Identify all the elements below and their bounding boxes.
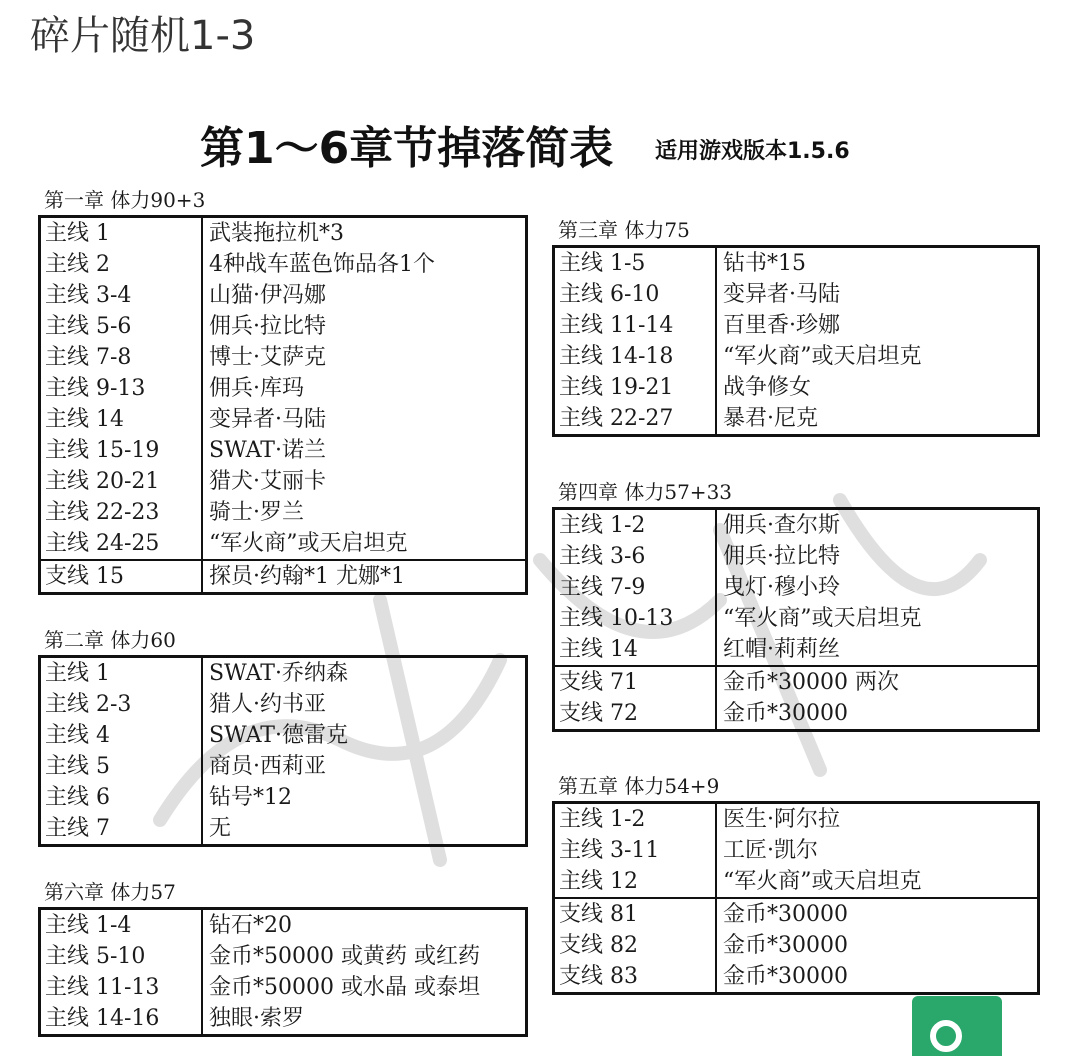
table-row (555, 665, 1037, 698)
table-row (41, 1003, 525, 1034)
chapter-heading: 第三章 体力75 (558, 218, 690, 242)
table-row (41, 311, 525, 342)
reward-cell: 暴君·尼克 (723, 406, 818, 431)
table-row (555, 804, 1037, 835)
table-row (41, 910, 525, 941)
reward-cell: 金币*50000 或黄药 或红药 (209, 944, 480, 969)
stage-cell: 主线 14 (555, 634, 717, 665)
table-row (41, 280, 525, 311)
chapter-2 (38, 626, 528, 847)
table-row (41, 658, 525, 689)
reward-cell: 山猫·伊冯娜 (209, 283, 326, 308)
chapter-table (38, 655, 528, 847)
table-row (41, 528, 525, 559)
reward-cell: 钻号*12 (209, 785, 292, 810)
table-row (41, 342, 525, 373)
table-row (41, 782, 525, 813)
reward-cell: 无 (209, 816, 232, 841)
reward-cell: “军火商”或天启坦克 (723, 606, 922, 631)
table-row (555, 403, 1037, 434)
stage-cell: 主线 3-6 (555, 541, 717, 572)
reward-cell: 佣兵·拉比特 (723, 544, 840, 569)
reward-cell: SWAT·乔纳森 (209, 661, 348, 686)
chapter-heading: 第六章 体力57 (44, 880, 176, 904)
reward-cell: 金币*30000 (723, 933, 848, 958)
stage-cell: 支线 71 (555, 667, 717, 698)
stage-cell: 主线 19-21 (555, 372, 717, 403)
table-row (41, 559, 525, 592)
reward-cell: “军火商”或天启坦克 (723, 344, 922, 369)
table-row (41, 720, 525, 751)
table-row (555, 634, 1037, 665)
reward-cell: 骑士·罗兰 (209, 500, 304, 525)
reward-cell: 猎人·约书亚 (209, 692, 326, 717)
table-row (555, 279, 1037, 310)
table-row (555, 930, 1037, 961)
reward-cell: 医生·阿尔拉 (723, 807, 840, 832)
chapter-heading: 第五章 体力54+9 (558, 774, 720, 798)
table-row (555, 341, 1037, 372)
stage-cell: 主线 5 (41, 751, 203, 782)
stage-cell: 主线 7-8 (41, 342, 203, 373)
reward-cell: 武装拖拉机*3 (209, 221, 344, 246)
chapter-1 (38, 186, 528, 595)
reward-cell: 佣兵·库玛 (209, 376, 304, 401)
reward-cell: 工匠·凯尔 (723, 838, 818, 863)
table-row (41, 497, 525, 528)
reward-cell: 博士·艾萨克 (209, 345, 326, 370)
stage-cell: 主线 7-9 (555, 572, 717, 603)
stage-cell: 主线 22-23 (41, 497, 203, 528)
reward-cell: 金币*30000 两次 (723, 670, 899, 695)
stage-cell: 主线 14-18 (555, 341, 717, 372)
reward-cell: 战争修女 (723, 375, 812, 400)
reward-cell: 猎犬·艾丽卡 (209, 469, 326, 494)
table-row (555, 961, 1037, 992)
stage-cell: 主线 6-10 (555, 279, 717, 310)
table-row (41, 941, 525, 972)
chapter-table (552, 801, 1040, 995)
stage-cell: 主线 20-21 (41, 466, 203, 497)
stage-cell: 主线 3-11 (555, 835, 717, 866)
reward-cell: 变异者·马陆 (723, 282, 840, 307)
reward-cell: SWAT·德雷克 (209, 723, 348, 748)
stage-cell: 主线 5-6 (41, 311, 203, 342)
reward-cell: 金币*30000 (723, 701, 848, 726)
chapter-5 (552, 772, 1040, 995)
stage-cell: 支线 72 (555, 698, 717, 729)
stage-cell: 主线 11-13 (41, 972, 203, 1003)
stage-cell: 支线 15 (41, 561, 203, 592)
reward-cell: 独眼·索罗 (209, 1006, 304, 1031)
table-row (41, 751, 525, 782)
search-button[interactable] (912, 996, 1002, 1056)
chapter-heading: 第四章 体力57+33 (558, 480, 733, 504)
table-row (41, 972, 525, 1003)
table-row (41, 373, 525, 404)
table-row (41, 404, 525, 435)
reward-cell: 佣兵·拉比特 (209, 314, 326, 339)
reward-cell: 红帽·莉莉丝 (723, 637, 840, 662)
stage-cell: 支线 82 (555, 930, 717, 961)
stage-cell: 主线 1-2 (555, 804, 717, 835)
table-row (555, 698, 1037, 729)
reward-cell: “军火商”或天启坦克 (723, 869, 922, 894)
table-row (41, 813, 525, 844)
stage-cell: 主线 1 (41, 658, 203, 689)
reward-cell: 金币*50000 或水晶 或泰坦 (209, 975, 480, 1000)
table-row (41, 218, 525, 249)
reward-cell: “军火商”或天启坦克 (209, 531, 408, 556)
reward-cell: 变异者·马陆 (209, 407, 326, 432)
reward-cell: 钻书*15 (723, 251, 806, 276)
reward-cell: 金币*30000 (723, 902, 848, 927)
table-row (555, 510, 1037, 541)
chapter-3 (552, 216, 1040, 437)
table-row (555, 310, 1037, 341)
reward-cell: 百里香·珍娜 (723, 313, 840, 338)
document-title: 第1～6章节掉落简表 (200, 123, 614, 174)
stage-cell: 主线 2-3 (41, 689, 203, 720)
stage-cell: 主线 22-27 (555, 403, 717, 434)
table-row (41, 249, 525, 280)
reward-cell: 商员·西莉亚 (209, 754, 326, 779)
search-icon (912, 996, 1002, 1056)
table-row (41, 466, 525, 497)
table-row (555, 541, 1037, 572)
stage-cell: 主线 5-10 (41, 941, 203, 972)
stage-cell: 主线 12 (555, 866, 717, 897)
stage-cell: 主线 15-19 (41, 435, 203, 466)
stage-cell: 主线 14 (41, 404, 203, 435)
stage-cell: 主线 1 (41, 218, 203, 249)
table-row (555, 897, 1037, 930)
chapter-6 (38, 878, 528, 1037)
reward-cell: 钻石*20 (209, 913, 292, 938)
table-row (555, 835, 1037, 866)
stage-cell: 主线 4 (41, 720, 203, 751)
stage-cell: 主线 11-14 (555, 310, 717, 341)
stage-cell: 主线 1-5 (555, 248, 717, 279)
stage-cell: 支线 81 (555, 899, 717, 930)
reward-cell: 曳灯·穆小玲 (723, 575, 840, 600)
table-row (41, 435, 525, 466)
chapter-heading: 第二章 体力60 (44, 628, 176, 652)
reward-cell: 金币*30000 (723, 964, 848, 989)
table-row (555, 603, 1037, 634)
table-row (555, 372, 1037, 403)
table-row (41, 689, 525, 720)
reward-cell: SWAT·诺兰 (209, 438, 326, 463)
stage-cell: 支线 83 (555, 961, 717, 992)
reward-cell: 探员·约翰*1 尤娜*1 (209, 564, 405, 589)
stage-cell: 主线 7 (41, 813, 203, 844)
chapter-table (552, 507, 1040, 732)
table-row (555, 866, 1037, 897)
stage-cell: 主线 6 (41, 782, 203, 813)
stage-cell: 主线 1-2 (555, 510, 717, 541)
chapter-table (38, 907, 528, 1037)
chapter-table (38, 215, 528, 595)
chapter-4 (552, 478, 1040, 732)
reward-cell: 佣兵·查尔斯 (723, 513, 840, 538)
post-title: 碎片随机1-3 (30, 13, 256, 59)
chapter-heading: 第一章 体力90+3 (44, 188, 206, 212)
chapter-table (552, 245, 1040, 437)
stage-cell: 主线 10-13 (555, 603, 717, 634)
stage-cell: 主线 2 (41, 249, 203, 280)
stage-cell: 主线 3-4 (41, 280, 203, 311)
stage-cell: 主线 24-25 (41, 528, 203, 559)
document-subtitle: 适用游戏版本1.5.6 (655, 139, 850, 164)
reward-cell: 4种战车蓝色饰品各1个 (209, 252, 435, 277)
stage-cell: 主线 14-16 (41, 1003, 203, 1034)
stage-cell: 主线 1-4 (41, 910, 203, 941)
table-row (555, 572, 1037, 603)
table-row (555, 248, 1037, 279)
stage-cell: 主线 9-13 (41, 373, 203, 404)
